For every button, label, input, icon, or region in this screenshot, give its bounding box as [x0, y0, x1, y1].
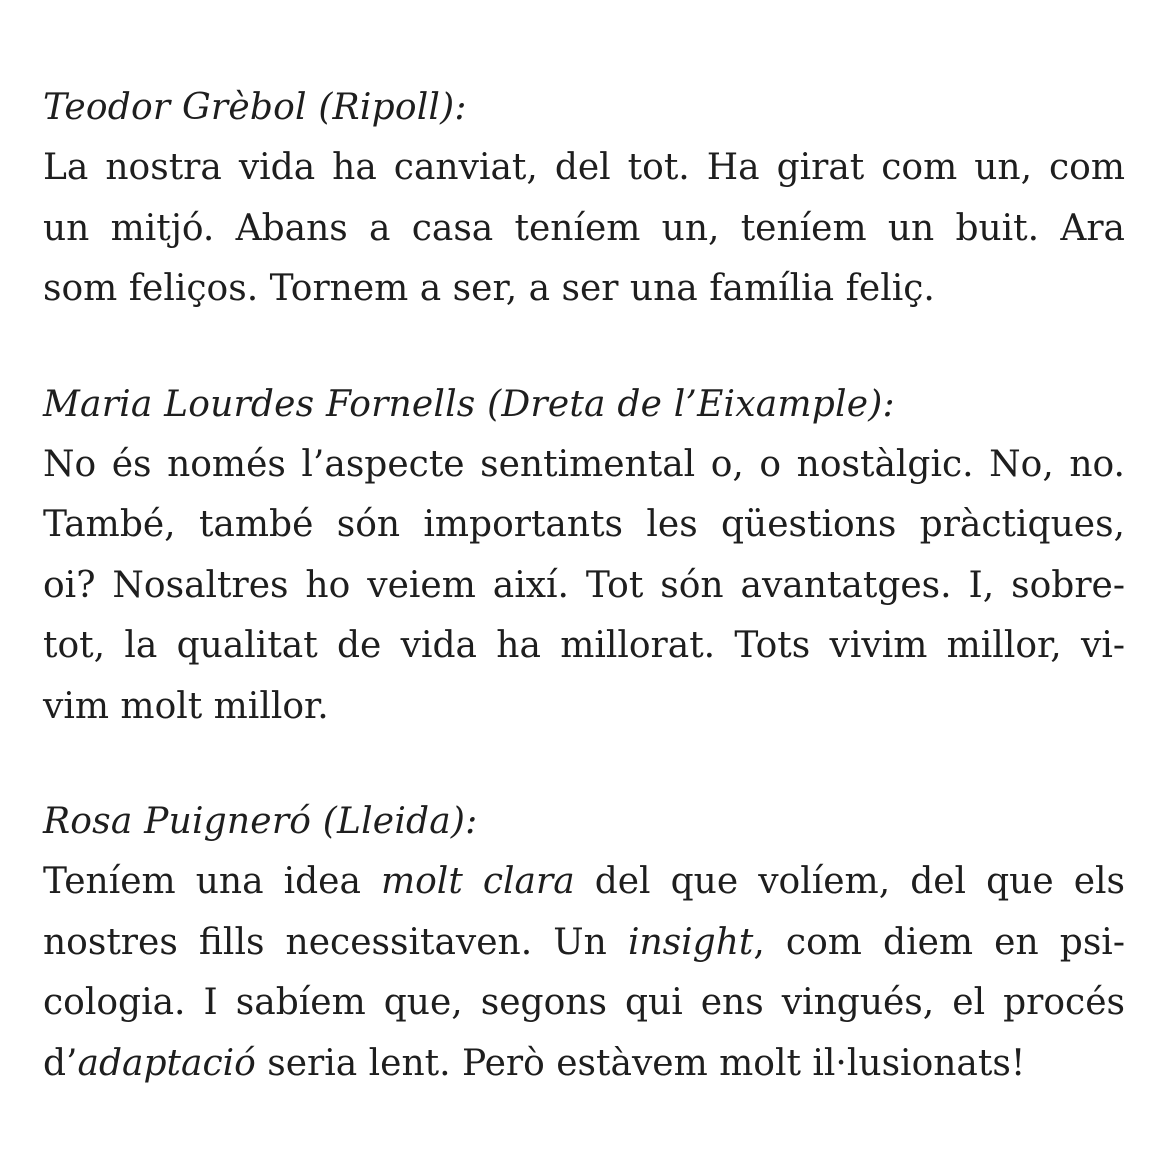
speaker-name: Rosa Puigneró (Lleida):: [43, 801, 478, 842]
quote-line: oi? Nosaltres ho veiem així. Tot són avantatges. I, sobre-: [43, 564, 1125, 606]
quote-line: som feliços. Tornem a ser, a ser una família feliç.: [43, 268, 935, 309]
quote-emphasis: insight: [627, 921, 754, 963]
quote-emphasis: adaptació: [77, 1042, 256, 1084]
testimony-quote: [43, 852, 1125, 1094]
quote-line: La nostra vida ha canviat, del tot. Ha girat com un, com: [43, 147, 1125, 188]
quote-text: , com diem en psi-: [753, 921, 1125, 963]
quote-text: seria lent. Però estàvem molt il·lusionats!: [255, 1042, 1026, 1084]
quote-line: cologia. I sabíem que, segons qui ens vingués, el procés: [43, 982, 1125, 1023]
quote-text: del que volíem, del que els: [574, 861, 1125, 902]
testimony-quote: [43, 138, 1125, 320]
quote-text: Teníem una idea: [43, 861, 381, 902]
quote-line: tot, la qualitat de vida ha millorat. Tots vivim millor, vi-: [43, 625, 1125, 666]
quote-line: No és només l’aspecte sentimental o, o nostàlgic. No, no.: [43, 443, 1125, 485]
testimony-teodor: [43, 78, 1125, 320]
quote-text: nostres fills necessitaven. Un: [43, 921, 628, 963]
testimony-rosa: [43, 792, 1125, 1094]
quote-line: També, també són importants les qüestions pràctiques,: [43, 504, 1125, 545]
quote-line: vim molt millor.: [43, 685, 329, 727]
quote-line: [43, 913, 1125, 974]
quote-line: [43, 1034, 1125, 1095]
speaker-name: Teodor Grèbol (Ripoll):: [43, 87, 467, 128]
quote-line: un mitjó. Abans a casa teníem un, teníem un buit. Ara: [43, 207, 1125, 249]
quote-emphasis: molt clara: [381, 861, 575, 902]
document-page: [43, 78, 1125, 1149]
testimony-maria-lourdes: [43, 375, 1125, 738]
quote-text: d’: [43, 1042, 78, 1084]
testimony-quote: [43, 435, 1125, 738]
speaker-name: Maria Lourdes Fornells (Dreta de l’Eixample):: [43, 383, 895, 425]
quote-line: [43, 852, 1125, 913]
